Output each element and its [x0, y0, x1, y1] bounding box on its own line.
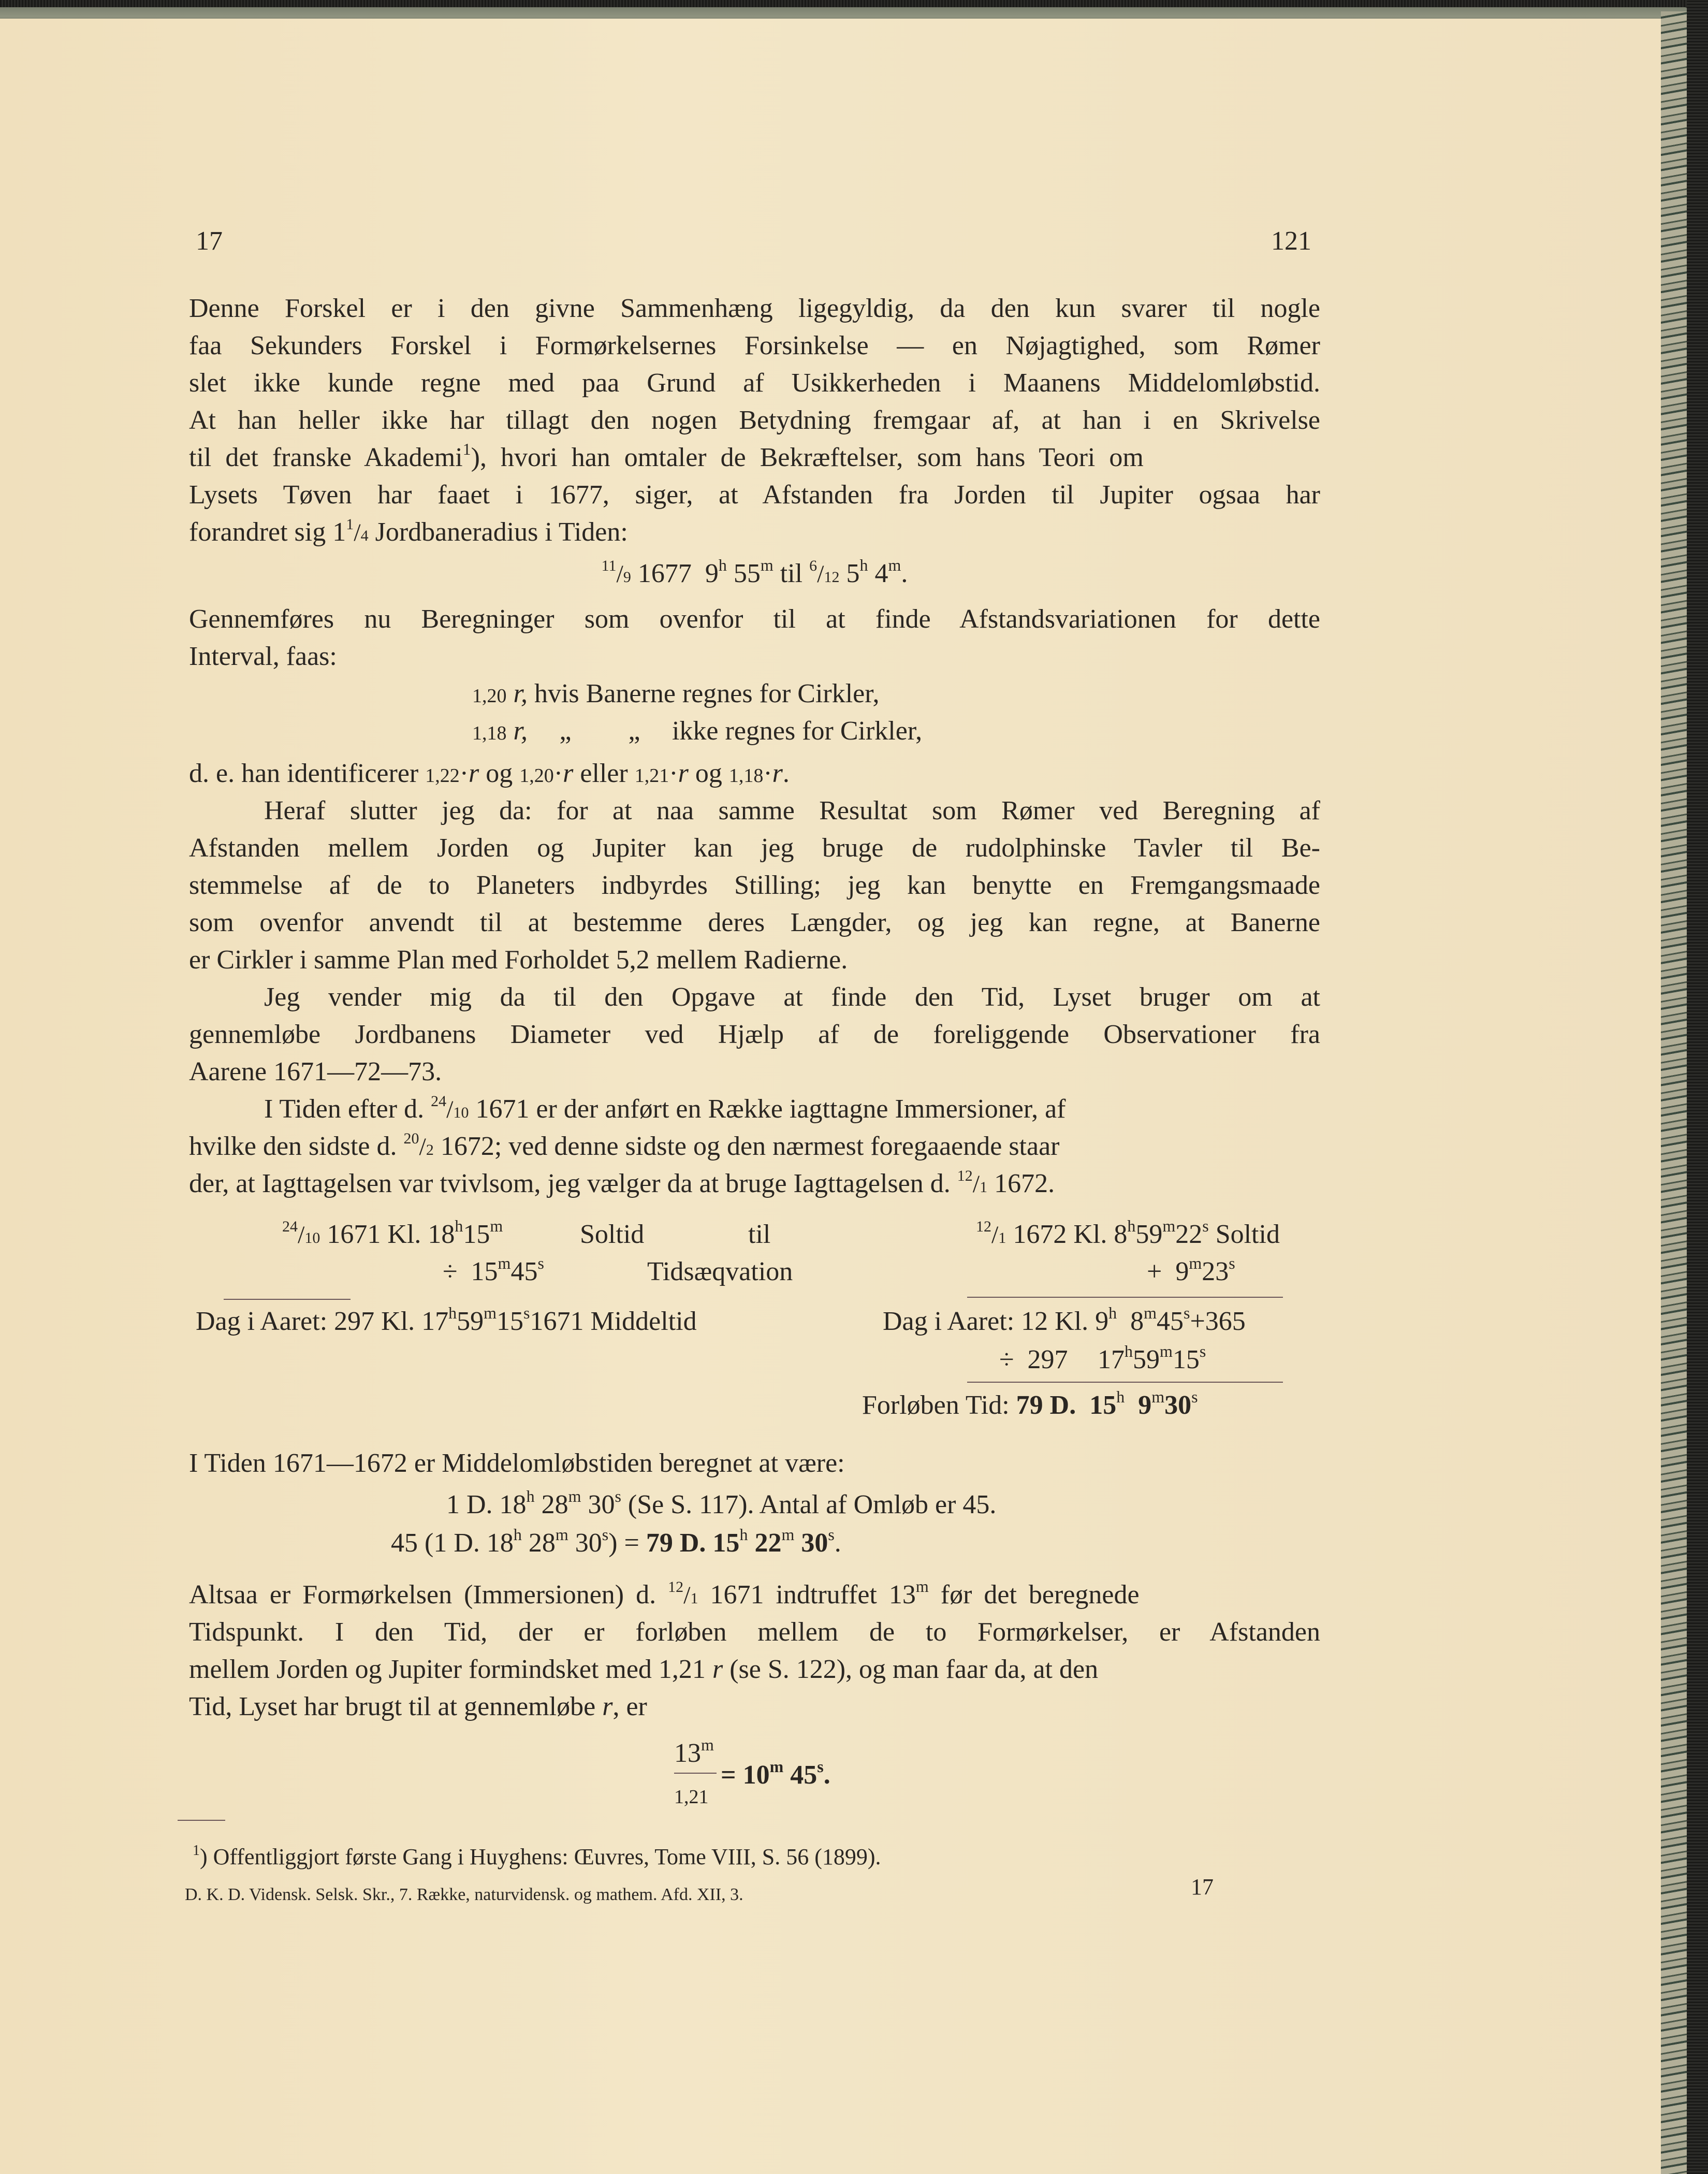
value: 79 D.	[1016, 1390, 1076, 1420]
unit: s	[615, 1487, 621, 1505]
punct: .	[901, 559, 908, 588]
date-day: 11	[601, 557, 617, 574]
unit: m	[888, 556, 901, 574]
value: 59	[1133, 1345, 1160, 1374]
text-line	[189, 514, 1320, 552]
text-segment: og	[688, 759, 729, 788]
equals: =	[721, 1760, 743, 1790]
date-range-formula	[189, 555, 1320, 593]
text-line: Afstanden mellem Jorden og Jupiter kan jeg bruge de rudolphinske Tavler til Be-	[189, 833, 1320, 863]
dot: ·	[553, 759, 563, 788]
calc-row	[862, 1387, 1328, 1424]
unit: m	[1160, 1342, 1173, 1360]
text-segment: forandret sig 1	[189, 517, 346, 547]
unit: m	[555, 1525, 568, 1544]
text-line: Aarene 1671—72—73.	[189, 1057, 442, 1086]
date-month: 12	[824, 569, 840, 586]
variable-r: r,	[513, 716, 528, 746]
result-line	[472, 675, 1093, 715]
word-til: til	[780, 559, 803, 588]
unit: h	[1127, 1216, 1136, 1235]
publication-imprint: D. K. D. Vidensk. Selsk. Skr., 7. Række, naturvidensk. og mathem. Afd. XII, 3.	[185, 1885, 743, 1904]
text-segment: 1671 Kl. 18	[320, 1220, 455, 1249]
unit: h	[1125, 1342, 1133, 1360]
marbled-page-edges	[1661, 11, 1687, 2174]
calc-row	[282, 1216, 826, 1254]
label: Soltid	[580, 1220, 645, 1249]
result-value: 1,20	[472, 685, 507, 707]
plus-operator: +	[1147, 1257, 1162, 1286]
value: 15	[1172, 1345, 1200, 1374]
unit: s	[523, 1303, 530, 1322]
text-segment: 45 (1 D. 18	[391, 1528, 514, 1558]
text-segment: d. e. han identificerer	[189, 759, 426, 788]
dot: ·	[763, 759, 772, 788]
value: 13	[674, 1738, 701, 1768]
identify-line	[189, 755, 1320, 794]
fraction-slash: /	[683, 1582, 691, 1609]
hours: 9	[705, 559, 719, 588]
value: 17	[1098, 1345, 1125, 1374]
text-segment: +365	[1190, 1307, 1246, 1336]
minus-operator: ÷	[999, 1345, 1014, 1374]
value: 22	[748, 1528, 782, 1558]
value: 45	[510, 1257, 538, 1286]
fraction-result	[721, 1757, 928, 1794]
unit: m	[1151, 1387, 1165, 1406]
date-day: 24	[431, 1093, 447, 1110]
word-til: til	[748, 1220, 771, 1249]
unit: m	[1189, 1254, 1202, 1272]
value: 79 D. 15	[646, 1528, 740, 1558]
left-page-number: 17	[196, 226, 223, 256]
date-month: 9	[623, 569, 631, 586]
date-day: 12	[668, 1578, 684, 1596]
value: 15	[1089, 1390, 1117, 1420]
calc-row	[999, 1341, 1362, 1379]
product-line	[391, 1525, 1167, 1562]
unit: m	[1144, 1303, 1157, 1322]
result-line	[472, 713, 1093, 752]
value: 28	[534, 1490, 568, 1519]
date-year: 1677	[637, 559, 692, 588]
value: 1,21	[634, 765, 669, 787]
date-day: 12	[976, 1218, 991, 1235]
value: 15	[463, 1220, 490, 1249]
hours: 5	[846, 559, 860, 588]
label: Soltid	[1208, 1220, 1280, 1249]
dot: ·	[459, 759, 469, 788]
dot: ·	[669, 759, 678, 788]
text-line: Gennemføres nu Beregninger som ovenfor til at finde Afstandsvariationen for dette	[189, 604, 1320, 634]
unit: m	[781, 1525, 795, 1544]
variable-r: r	[678, 759, 689, 788]
text-segment: (se S. 122), og man faar da, at den	[723, 1655, 1099, 1684]
unit: m	[498, 1254, 511, 1272]
fraction-denominator: 4	[360, 527, 369, 544]
text-segment: der, at Iagttagelsen var tvivlsom, jeg vælger da at bruge Iagttagelsen d.	[189, 1169, 957, 1198]
footnote-marker: 1	[193, 1843, 200, 1859]
result-value: 1,18	[472, 722, 507, 744]
text-line	[189, 439, 1320, 476]
unit: m	[484, 1303, 497, 1322]
unit: s	[1199, 1342, 1206, 1360]
fraction-slash: /	[991, 1221, 999, 1249]
text-segment: , er	[612, 1692, 647, 1721]
value: 22	[1175, 1220, 1203, 1249]
text-segment: ) =	[608, 1528, 646, 1558]
punct: .	[782, 759, 790, 788]
minutes: 55	[733, 559, 761, 588]
footnote	[193, 1844, 881, 1870]
result-text: ikke regnes for Cirkler,	[671, 716, 923, 746]
fraction-slash: /	[817, 560, 824, 588]
text-line: Jeg vender mig da til den Opgave at finde den Tid, Lyset bruger om at	[264, 982, 1320, 1012]
unit: s	[1184, 1303, 1190, 1322]
value: 23	[1202, 1257, 1229, 1286]
signature-mark: 17	[1191, 1874, 1214, 1900]
value: 1,18	[728, 765, 764, 787]
unit: s	[1229, 1254, 1235, 1272]
text-segment: (Se S. 117). Antal af Omløb er 45.	[621, 1490, 997, 1519]
right-page-number: 121	[1271, 226, 1311, 256]
date-month: 1	[998, 1229, 1006, 1247]
unit: h	[455, 1216, 463, 1235]
text-line	[189, 1165, 1320, 1203]
text-line: Tidspunkt. I den Tid, der er forløben mellem de to Formørkelser, er Afstanden	[189, 1617, 1320, 1647]
date-month: 10	[453, 1104, 469, 1121]
fraction-slash: /	[298, 1221, 305, 1249]
text-segment: mellem Jorden og Jupiter formindsket med 1,21	[189, 1655, 712, 1684]
text-line: faa Sekunders Forskel i Formørkelsernes Forsinkelse — en Nøjagtighed, som Rømer	[189, 331, 1320, 360]
value: 59	[1135, 1220, 1163, 1249]
unit: s	[602, 1525, 609, 1544]
variable-r: r	[712, 1655, 723, 1684]
value: 30	[581, 1490, 615, 1519]
text-segment: til det franske Akademi	[189, 443, 463, 472]
unit: s	[1202, 1216, 1209, 1235]
punct: .	[834, 1528, 841, 1558]
unit: h	[739, 1525, 748, 1544]
unit: m	[915, 1577, 929, 1596]
text-segment: 1672.	[987, 1169, 1055, 1198]
text-segment: 1671 indtruffet 13	[698, 1580, 916, 1610]
unit: h	[513, 1525, 522, 1544]
text-segment: 1 D. 18	[446, 1490, 527, 1519]
calc-row	[443, 1253, 857, 1291]
date-day: 24	[282, 1218, 298, 1235]
unit: h	[859, 556, 868, 574]
text-line	[189, 1576, 1320, 1614]
sum-rule	[967, 1382, 1283, 1383]
unit: m	[568, 1487, 581, 1505]
value: 59	[457, 1307, 484, 1336]
fraction-bar	[674, 1773, 717, 1774]
unit: m	[490, 1216, 503, 1235]
ditto-mark: „	[559, 716, 572, 746]
text-segment: 1671 Middeltid	[530, 1307, 697, 1336]
date-day: 6	[809, 557, 817, 574]
text-line: I Tiden 1671—1672 er Middelomløbstiden beregnet at være:	[189, 1448, 845, 1478]
calc-row	[976, 1216, 1390, 1254]
label: Forløben Tid:	[862, 1390, 1016, 1420]
text-line: gennemløbe Jordbanens Diameter ved Hjælp af de foreliggende Observationer fra	[189, 1020, 1320, 1049]
fraction-slash: /	[419, 1133, 426, 1161]
value: 30	[1164, 1390, 1192, 1420]
text-line	[189, 1651, 1320, 1688]
date-day: 12	[957, 1167, 973, 1184]
value: 1,22	[425, 765, 460, 787]
text-segment: Tid, Lyset har brugt til at gennemløbe	[189, 1692, 603, 1721]
unit: m	[701, 1735, 714, 1754]
variable-r: r	[563, 759, 574, 788]
text-segment: eller	[573, 759, 635, 788]
footnote-reference[interactable]: 1	[462, 440, 471, 458]
fraction-slash: /	[446, 1096, 454, 1123]
text-line: som ovenfor anvendt til at bestemme deres Længder, og jeg kan regne, at Banerne	[189, 908, 1320, 937]
value: 1,20	[519, 765, 554, 787]
text-line: Heraf slutter jeg da: for at naa samme Resultat som Rømer ved Beregning af	[264, 796, 1320, 825]
text-line: slet ikke kunde regne med paa Grund af Usikkerheden i Maanens Middelomløbstid.	[189, 368, 1320, 398]
text-segment: I Tiden efter d.	[264, 1094, 431, 1124]
footnote-separator-line	[178, 1820, 225, 1821]
value: 9	[1175, 1257, 1189, 1286]
text-segment: før det beregnede	[928, 1580, 1140, 1610]
result-text: hvis Banerne regnes for Cirkler,	[534, 679, 880, 708]
calc-row	[196, 1303, 817, 1340]
value: 8	[1130, 1307, 1144, 1336]
unit: s	[817, 1757, 824, 1776]
text-segment: 1672 Kl. 8	[1006, 1220, 1128, 1249]
label: Tidsæqvation	[647, 1257, 793, 1286]
text-segment: Altsaa er Formørkelsen (Immersionen) d.	[189, 1580, 668, 1610]
ditto-mark: „	[628, 716, 640, 746]
sum-rule	[967, 1297, 1283, 1298]
fraction-slash: /	[354, 519, 361, 546]
text-segment: 1671 er der anført en Række iagttagne Immersioner, af	[469, 1094, 1066, 1124]
variable-r: r	[772, 759, 783, 788]
text-segment: Jordbaneradius i Tiden:	[368, 517, 628, 547]
text-line: er Cirkler i samme Plan med Forholdet 5,2 mellem Radierne.	[189, 945, 848, 975]
text-line: Lysets Tøven har faaet i 1677, siger, at Afstanden fra Jorden til Jupiter ogsaa har	[189, 480, 1320, 510]
text-segment: og	[479, 759, 520, 788]
date-month: 1	[980, 1179, 988, 1196]
value: 30	[794, 1528, 828, 1558]
unit: m	[760, 556, 773, 574]
minutes: 4	[874, 559, 888, 588]
date-month: 1	[690, 1590, 698, 1607]
sum-rule	[224, 1299, 351, 1300]
value: 297	[1027, 1345, 1068, 1374]
text-line: Interval, faas:	[189, 642, 337, 671]
variable-r: r	[469, 759, 479, 788]
period-line	[446, 1486, 1223, 1524]
unit: h	[1116, 1387, 1125, 1406]
text-line: At han heller ikke har tillagt den nogen Betydning fremgaar af, at han i en Skrivelse	[189, 405, 1320, 435]
text-segment: ), hvori han omtaler de Bekræftelser, som hans Teori om	[471, 443, 1144, 472]
value: 45	[783, 1760, 817, 1790]
minus-operator: ÷	[443, 1257, 458, 1286]
date-month: 2	[426, 1141, 434, 1158]
punct: .	[823, 1760, 830, 1790]
value: 10	[742, 1760, 770, 1790]
value: 1,21	[674, 1786, 709, 1808]
text-line: Denne Forskel er i den givne Sammenhæng ligegyldig, da den kun svarer til nogle	[189, 294, 1320, 323]
variable-r: r,	[513, 679, 528, 708]
text-line	[189, 1128, 1320, 1166]
footnote-text: ) Offentliggjort første Gang i Huyghens: Œuvres, Tome VIII, S. 56 (1899).	[200, 1844, 881, 1869]
variable-r: r	[602, 1692, 613, 1721]
unit: s	[828, 1525, 835, 1544]
value: 45	[1157, 1307, 1184, 1336]
text-segment: Dag i Aaret: 297 Kl. 17	[196, 1307, 449, 1336]
calc-row	[1147, 1253, 1354, 1291]
book-cover-right-edge	[1687, 0, 1708, 2174]
value: 15	[471, 1257, 498, 1286]
text-segment: Dag i Aaret: 12 Kl. 9	[883, 1307, 1109, 1336]
unit: h	[1108, 1303, 1117, 1322]
text-segment: 1672; ved denne sidste og den nærmest foregaaende staar	[433, 1132, 1060, 1161]
unit: h	[526, 1487, 535, 1505]
fraction-slash: /	[972, 1170, 980, 1198]
fraction-slash: /	[616, 560, 623, 588]
date-day: 20	[403, 1130, 419, 1147]
unit: m	[769, 1757, 784, 1776]
date-month: 10	[304, 1229, 320, 1247]
text-line	[189, 1688, 1320, 1726]
text-line	[264, 1091, 1320, 1128]
fraction-numerator: 1	[346, 516, 354, 533]
unit: s	[537, 1254, 544, 1272]
text-line: stemmelse af de to Planeters indbyrdes Stilling; jeg kan benytte en Fremgangsmaade	[189, 871, 1320, 900]
unit: m	[1162, 1216, 1176, 1235]
value: 15	[497, 1307, 524, 1336]
value: 28	[521, 1528, 556, 1558]
value: 30	[568, 1528, 602, 1558]
value: 9	[1138, 1390, 1152, 1420]
unit: s	[1191, 1387, 1198, 1406]
unit: h	[718, 556, 727, 574]
calc-row	[883, 1303, 1375, 1340]
unit: h	[448, 1303, 457, 1322]
text-segment: hvilke den sidste d.	[189, 1132, 404, 1161]
